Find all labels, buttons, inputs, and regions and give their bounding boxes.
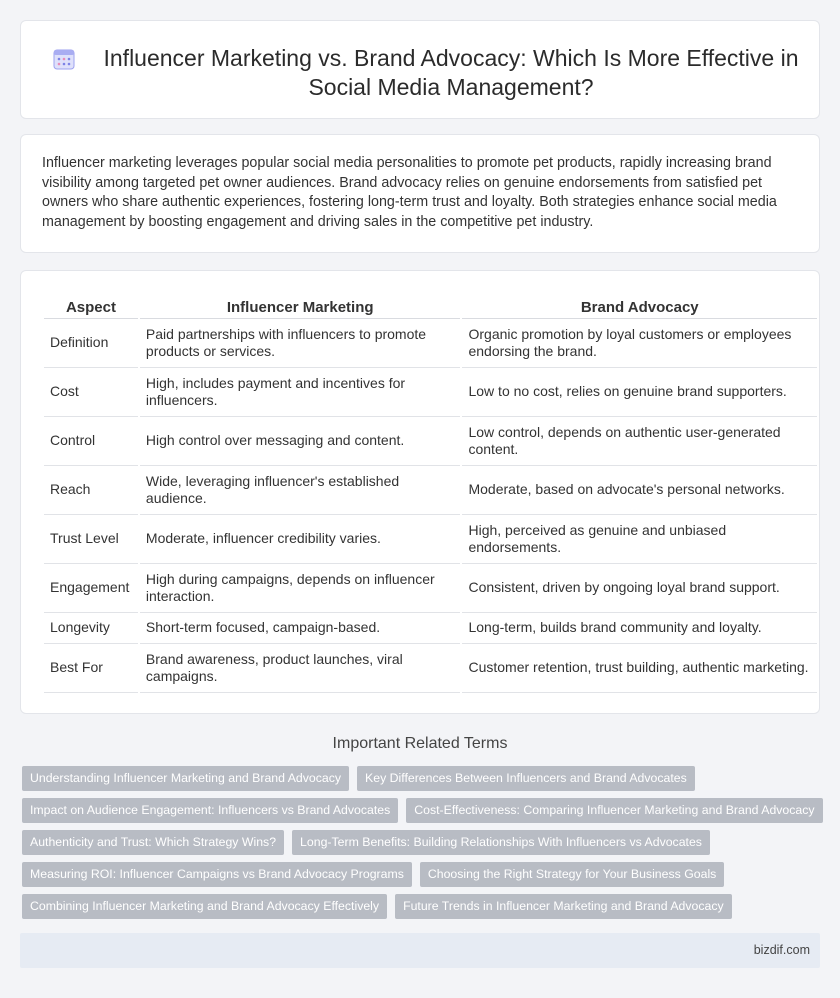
related-term-tag[interactable]: Impact on Audience Engagement: Influencers vs Brand Advocates <box>22 798 398 823</box>
related-term-tag[interactable]: Long-Term Benefits: Building Relationships With Influencers vs Advocates <box>292 830 710 855</box>
row-influencer-cell: Moderate, influencer credibility varies. <box>140 515 461 564</box>
table-row <box>44 564 817 613</box>
row-advocacy-cell: Consistent, driven by ongoing loyal brand support. <box>462 564 817 613</box>
intro-card <box>20 134 820 253</box>
table-row <box>44 613 817 644</box>
row-advocacy-cell: Organic promotion by loyal customers or employees endorsing the brand. <box>462 319 817 368</box>
header-influencer-marketing: Influencer Marketing <box>140 297 461 319</box>
row-influencer-cell: Brand awareness, product launches, viral campaigns. <box>140 644 461 693</box>
row-advocacy-cell: Low control, depends on authentic user-generated content. <box>462 417 817 466</box>
page-title: Influencer Marketing vs. Brand Advocacy: Which Is More Effective in Social Media Management? <box>103 45 799 100</box>
related-terms-list <box>22 766 822 926</box>
row-aspect-cell: Definition <box>44 319 138 368</box>
related-terms-row <box>22 766 822 791</box>
row-influencer-cell: Paid partnerships with influencers to promote products or services. <box>140 319 461 368</box>
row-influencer-cell: High control over messaging and content. <box>140 417 461 466</box>
footer-site-link[interactable]: bizdif.com <box>753 943 810 957</box>
row-influencer-cell: High during campaigns, depends on influencer interaction. <box>140 564 461 613</box>
related-term-tag[interactable]: Cost-Effectiveness: Comparing Influencer Marketing and Brand Advocacy <box>406 798 822 823</box>
row-advocacy-cell: Customer retention, trust building, authentic marketing. <box>462 644 817 693</box>
row-aspect-cell: Reach <box>44 466 138 515</box>
related-terms-row <box>22 798 822 823</box>
row-aspect-cell: Best For <box>44 644 138 693</box>
related-term-tag[interactable]: Understanding Influencer Marketing and Brand Advocacy <box>22 766 349 791</box>
related-term-tag[interactable]: Authenticity and Trust: Which Strategy Wins? <box>22 830 284 855</box>
related-terms-title: Important Related Terms <box>332 735 508 752</box>
intro-paragraph: Influencer marketing leverages popular social media personalities to promote pet products, rapidly increasing brand visibility among targeted pet owner audiences. Brand advocacy relies on genuine endorsements from satisfied pet owners who share authentic experiences, fostering long-term trust and loyalty. Both strategies enhance social media management by boosting engagement and driving sales in the competitive pet industry. <box>42 155 777 230</box>
row-advocacy-cell: Long-term, builds brand community and loyalty. <box>462 613 817 644</box>
table-row <box>44 368 817 417</box>
comparison-table-card <box>20 270 820 714</box>
calendar-grid-icon <box>53 48 75 70</box>
related-terms-row <box>22 862 822 887</box>
related-term-tag[interactable]: Measuring ROI: Influencer Campaigns vs Brand Advocacy Programs <box>22 862 412 887</box>
row-aspect-cell: Engagement <box>44 564 138 613</box>
header-aspect: Aspect <box>44 297 138 319</box>
related-terms-row <box>22 830 822 855</box>
row-aspect-cell: Control <box>44 417 138 466</box>
row-aspect-cell: Longevity <box>44 613 138 644</box>
related-term-tag[interactable]: Key Differences Between Influencers and Brand Advocates <box>357 766 695 791</box>
table-row <box>44 515 817 564</box>
comparison-table <box>42 297 819 693</box>
table-row <box>44 417 817 466</box>
header-brand-advocacy: Brand Advocacy <box>462 297 817 319</box>
row-influencer-cell: Short-term focused, campaign-based. <box>140 613 461 644</box>
row-advocacy-cell: Low to no cost, relies on genuine brand supporters. <box>462 368 817 417</box>
row-advocacy-cell: High, perceived as genuine and unbiased endorsements. <box>462 515 817 564</box>
row-aspect-cell: Cost <box>44 368 138 417</box>
row-advocacy-cell: Moderate, based on advocate's personal networks. <box>462 466 817 515</box>
related-terms-row <box>22 894 822 919</box>
table-header-row <box>44 297 817 319</box>
table-row <box>44 644 817 693</box>
row-influencer-cell: High, includes payment and incentives for influencers. <box>140 368 461 417</box>
footer <box>20 933 820 968</box>
table-row <box>44 466 817 515</box>
related-term-tag[interactable]: Future Trends in Influencer Marketing and Brand Advocacy <box>395 894 732 919</box>
related-term-tag[interactable]: Choosing the Right Strategy for Your Business Goals <box>420 862 724 887</box>
row-aspect-cell: Trust Level <box>44 515 138 564</box>
table-row <box>44 319 817 368</box>
title-card <box>20 20 820 119</box>
related-term-tag[interactable]: Combining Influencer Marketing and Brand Advocacy Effectively <box>22 894 387 919</box>
row-influencer-cell: Wide, leveraging influencer's established audience. <box>140 466 461 515</box>
